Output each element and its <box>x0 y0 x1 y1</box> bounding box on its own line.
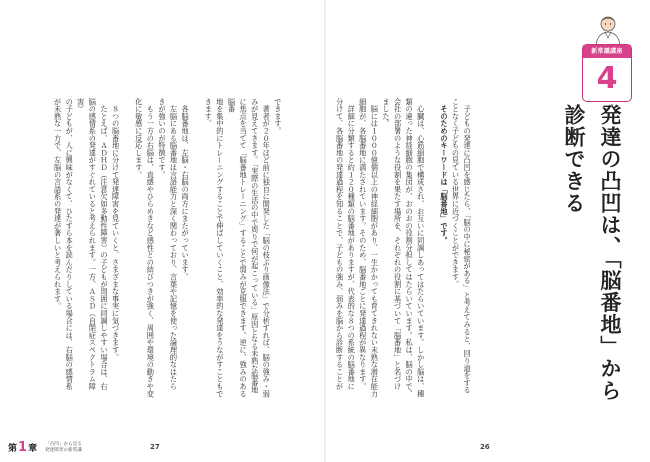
left-line: みが見えてきます。「実際の生活の中で周りで何が起こっている」原因となる未熟な脳番地 <box>250 98 260 394</box>
left-line: 脳の感情系の発達がすぐれていると考えられます。一方、ＡＳＤ（自閉症スペクトラム障害） <box>76 98 98 390</box>
right-line: 細胞が、各脳番地に満たされています。そのため、脳番地ごとに発達過程が異なります。 <box>358 98 368 390</box>
lecture-tag <box>582 44 632 102</box>
right-line: 脳には１０００億個以上の神経細胞があり、一生かかっても育てきれない未熟な潜在能力 <box>370 98 380 398</box>
right-line: 子どもの発達に凸凹を感じたら、「脳の中に秘密がある」と考えてみると、回り道をする <box>463 98 473 394</box>
left-line: たとえば、ＡＤＨＤ（注意欠如多動性障害）の子どもが周囲に同調しやすい場合は、右 <box>99 98 109 390</box>
left-line: に焦点を当てて「脳番地トレーニング」することで弱みが克服できます。逆に、強みのある脳番 <box>227 98 249 398</box>
left-line: ８つの脳番地に分けて発達障害を見ていくと、さまざまな事実に気づきます。 <box>111 98 121 361</box>
chapter-number: 1 <box>18 440 28 455</box>
left-line: できます。 <box>273 98 283 135</box>
right-line: そのためのキーワードは「脳番地」です。 <box>439 98 449 244</box>
right-line: ことなく子どもの見ている世界に近づくことができます。 <box>451 98 461 288</box>
left-line: 地を集中的にトレーニングすることで伸ばしていくこと、効率的な発達をうながすこともできます。 <box>204 98 225 398</box>
right-line: 類の違った神経細胞の集団が、おのおの役割分担してはたらいています。私は、脳の中で、 <box>405 98 415 398</box>
left-line: 各脳番地は、左脳・右脳の両方にまたがっています。 <box>181 98 191 281</box>
left-line: が未熟な一方で、左脳の言語系の発達が著しいと考えられます。 <box>53 98 63 310</box>
right-line: 心臓は、心筋細胞で構成され、お互いに同調しあってはたらいています。しかし脳は、種 <box>416 98 426 398</box>
left-line: きが強いのが特徴です。 <box>157 98 167 179</box>
left-line: 化に敏感に反応します。 <box>134 98 144 179</box>
section-heading: 発達の凸凹は、「脳番地」から診断できる <box>562 104 622 402</box>
right-line: 詳細に分類すると約１２０種類の脳番地がありますが、代表的な８つの系統の脳番地に <box>347 98 357 390</box>
right-page-body <box>334 98 473 398</box>
right-line: 分けて、各脳番地の発達過程を知ることで、子どもの強み、弱みを脳から診断することが <box>335 98 345 390</box>
left-page-body <box>52 98 284 398</box>
chapter-footer <box>8 440 85 455</box>
right-line: ました。 <box>381 98 391 128</box>
left-line: 著者が２０年ほど前に独自に開発した「脳の枝ぶり画像法」で分析すれば、脳の強み・弱 <box>262 98 272 398</box>
page-gutter <box>324 0 326 462</box>
lecture-tag-number: 4 <box>596 61 618 96</box>
right-page-number: 26 <box>480 443 490 451</box>
left-line: もう一方の右脳は、直感やひらめきなど感性との結びつきが強く、周囲や環境の動きや変 <box>146 98 156 398</box>
chapter-subtitle: 「凸凹」から見る発達障害の新常識 <box>45 441 82 453</box>
left-page-number: 27 <box>150 443 160 451</box>
left-line: の子どもが、人に興味がなくて、ひたすら本を読んだりしている場合には、右脳の感情系 <box>65 98 75 390</box>
chapter-label: 第1章 <box>8 440 38 455</box>
right-line: 会社の部署のような役割を果たす場所を、それぞれの役割に基づいて「脳番地」と名づけ <box>393 98 403 390</box>
lecture-tag-label: 新常識講座 <box>583 45 631 58</box>
left-line: 左脳にある脳番地は言語能力と深く関わっており、言葉や記憶を使った論理的なはたら <box>169 98 179 390</box>
doctor-illustration-icon <box>590 14 626 46</box>
